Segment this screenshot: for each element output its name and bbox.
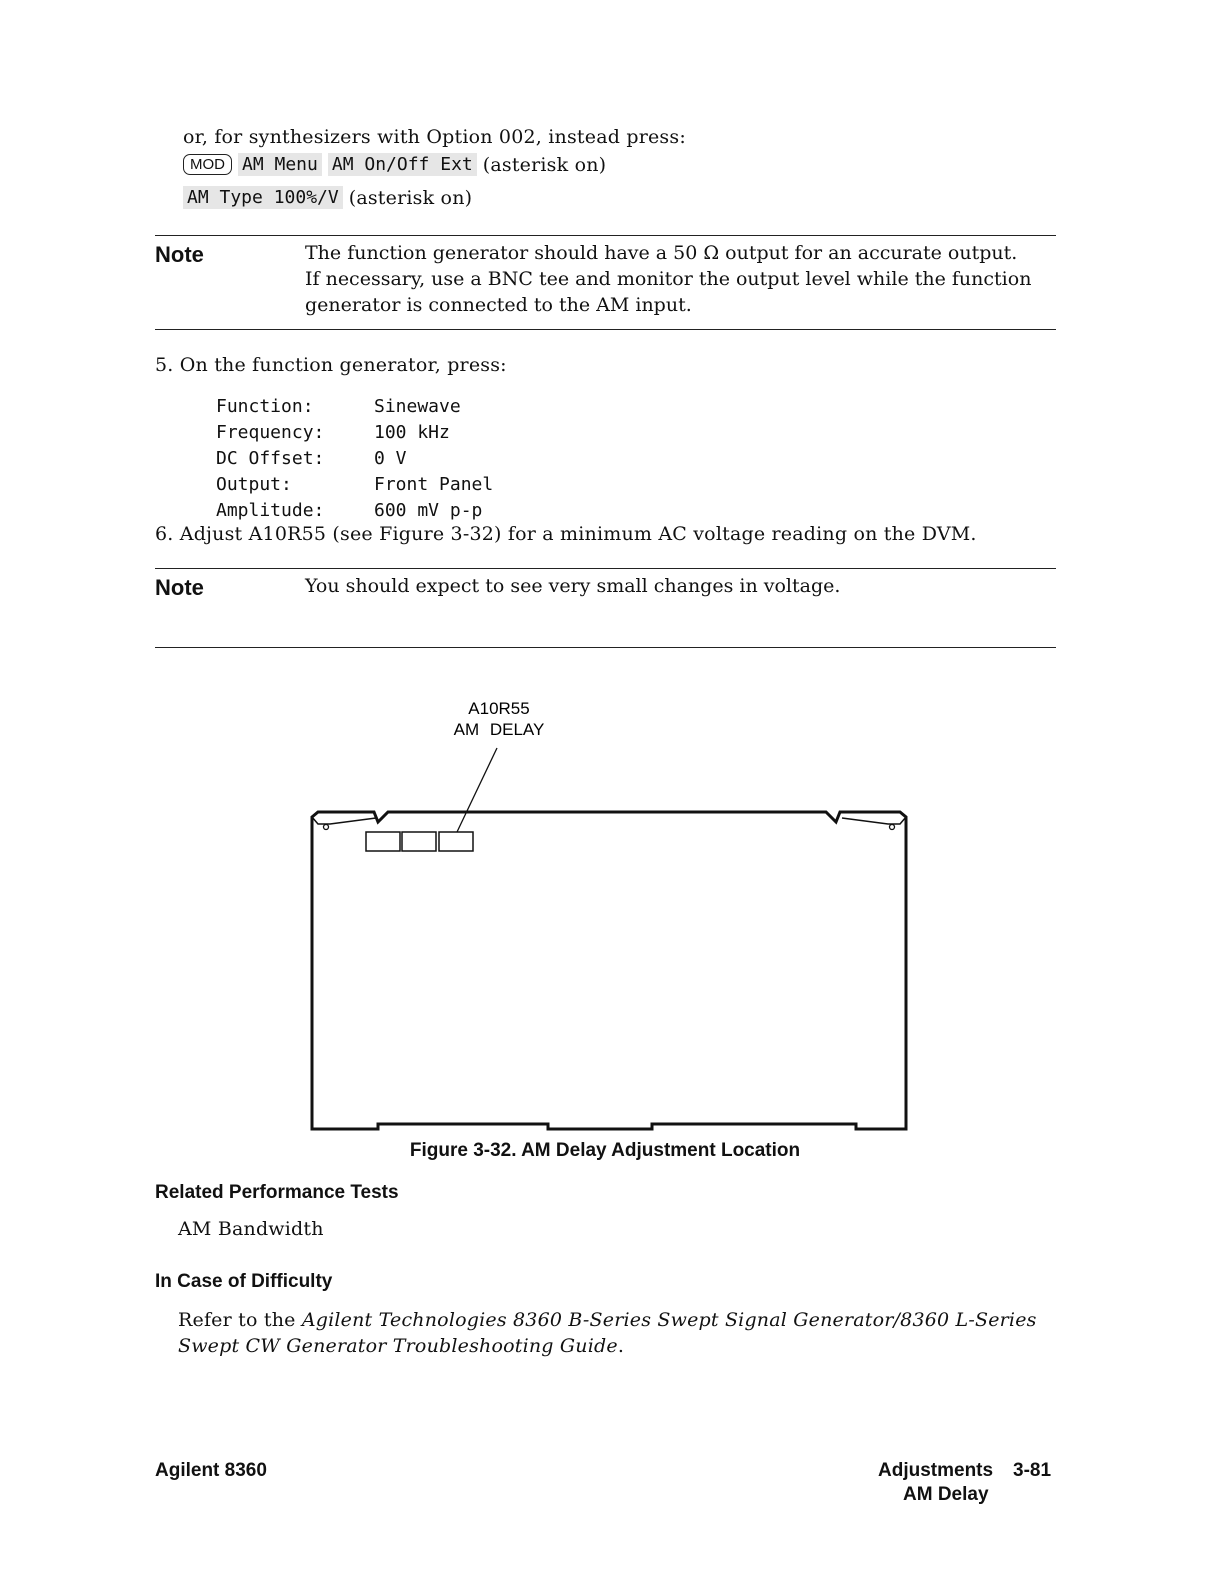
setting-value: 100 kHz [374,422,450,444]
softkey-am-on-off-ext[interactable]: AM On/Off Ext [328,153,477,176]
difficulty-suffix: . [617,1335,625,1357]
note-line: If necessary, use a BNC tee and monitor the output level while the function [305,268,1032,290]
note-label: Note [155,575,204,600]
softkey-am-menu[interactable]: AM Menu [238,153,322,176]
setting-value: Front Panel [374,473,494,495]
footer-subsection: AM Delay [903,1484,989,1505]
note-label: Note [155,242,204,267]
left-ejector-hole [324,825,329,830]
guide-title: Swept CW Generator Troubleshooting Guide [178,1335,618,1357]
callout-label-func: AM DELAY [453,720,545,739]
section-heading: In Case of Difficulty [155,1271,333,1292]
step-5: 5. On the function generator, press: [155,354,507,376]
softkey-am-type[interactable]: AM Type 100%/V [183,186,343,209]
asterisk-note: (asterisk on) [348,186,473,209]
mod-hardkey[interactable]: MOD [183,154,232,175]
section-text: AM Bandwidth [178,1218,324,1240]
footer-section: Adjustments [878,1460,994,1481]
setting-value: Sinewave [374,396,461,418]
left-ejector [312,817,376,824]
adjustment-pot [402,832,436,851]
adjustment-pot [366,832,400,851]
footer-page-number: 3-81 [1013,1460,1052,1481]
callout-leader-line [457,748,497,832]
note-line: The function generator should have a 50 Ω output for an accurate output. [305,242,1018,264]
step-6: 6. Adjust A10R55 (see Figure 3-32) for a minimum AC voltage reading on the DVM. [155,523,977,545]
setting-key: Frequency: [216,422,325,444]
right-ejector [842,817,906,824]
setting-key: Output: [216,473,292,495]
difficulty-text [178,1307,1037,1359]
setting-key: Function: [216,396,314,418]
figure-caption: Figure 3-32. AM Delay Adjustment Location [409,1140,801,1161]
section-heading: Related Performance Tests [155,1182,399,1203]
note-line: generator is connected to the AM input. [305,294,692,316]
callout-label-ref: A10R55 [468,699,530,718]
footer-product: Agilent 8360 [155,1460,267,1481]
pc-board-outline [312,812,906,1129]
note-body: You should expect to see very small changes in voltage. [305,575,841,597]
guide-title: Agilent Technologies 8360 B-Series Swept Signal Generator/8360 L-Series [301,1309,1037,1331]
right-ejector-hole [890,825,895,830]
setting-value: 600 mV p-p [374,499,483,521]
asterisk-note: (asterisk on) [482,153,607,176]
setting-key: DC Offset: [216,447,325,469]
setting-key: Amplitude: [216,499,325,521]
intro-text: or, for synthesizers with Option 002, instead press: [183,126,686,148]
difficulty-prefix: Refer to the [178,1309,302,1331]
setting-value: 0 V [374,447,407,469]
adjustment-pot-a10r55 [439,832,473,851]
